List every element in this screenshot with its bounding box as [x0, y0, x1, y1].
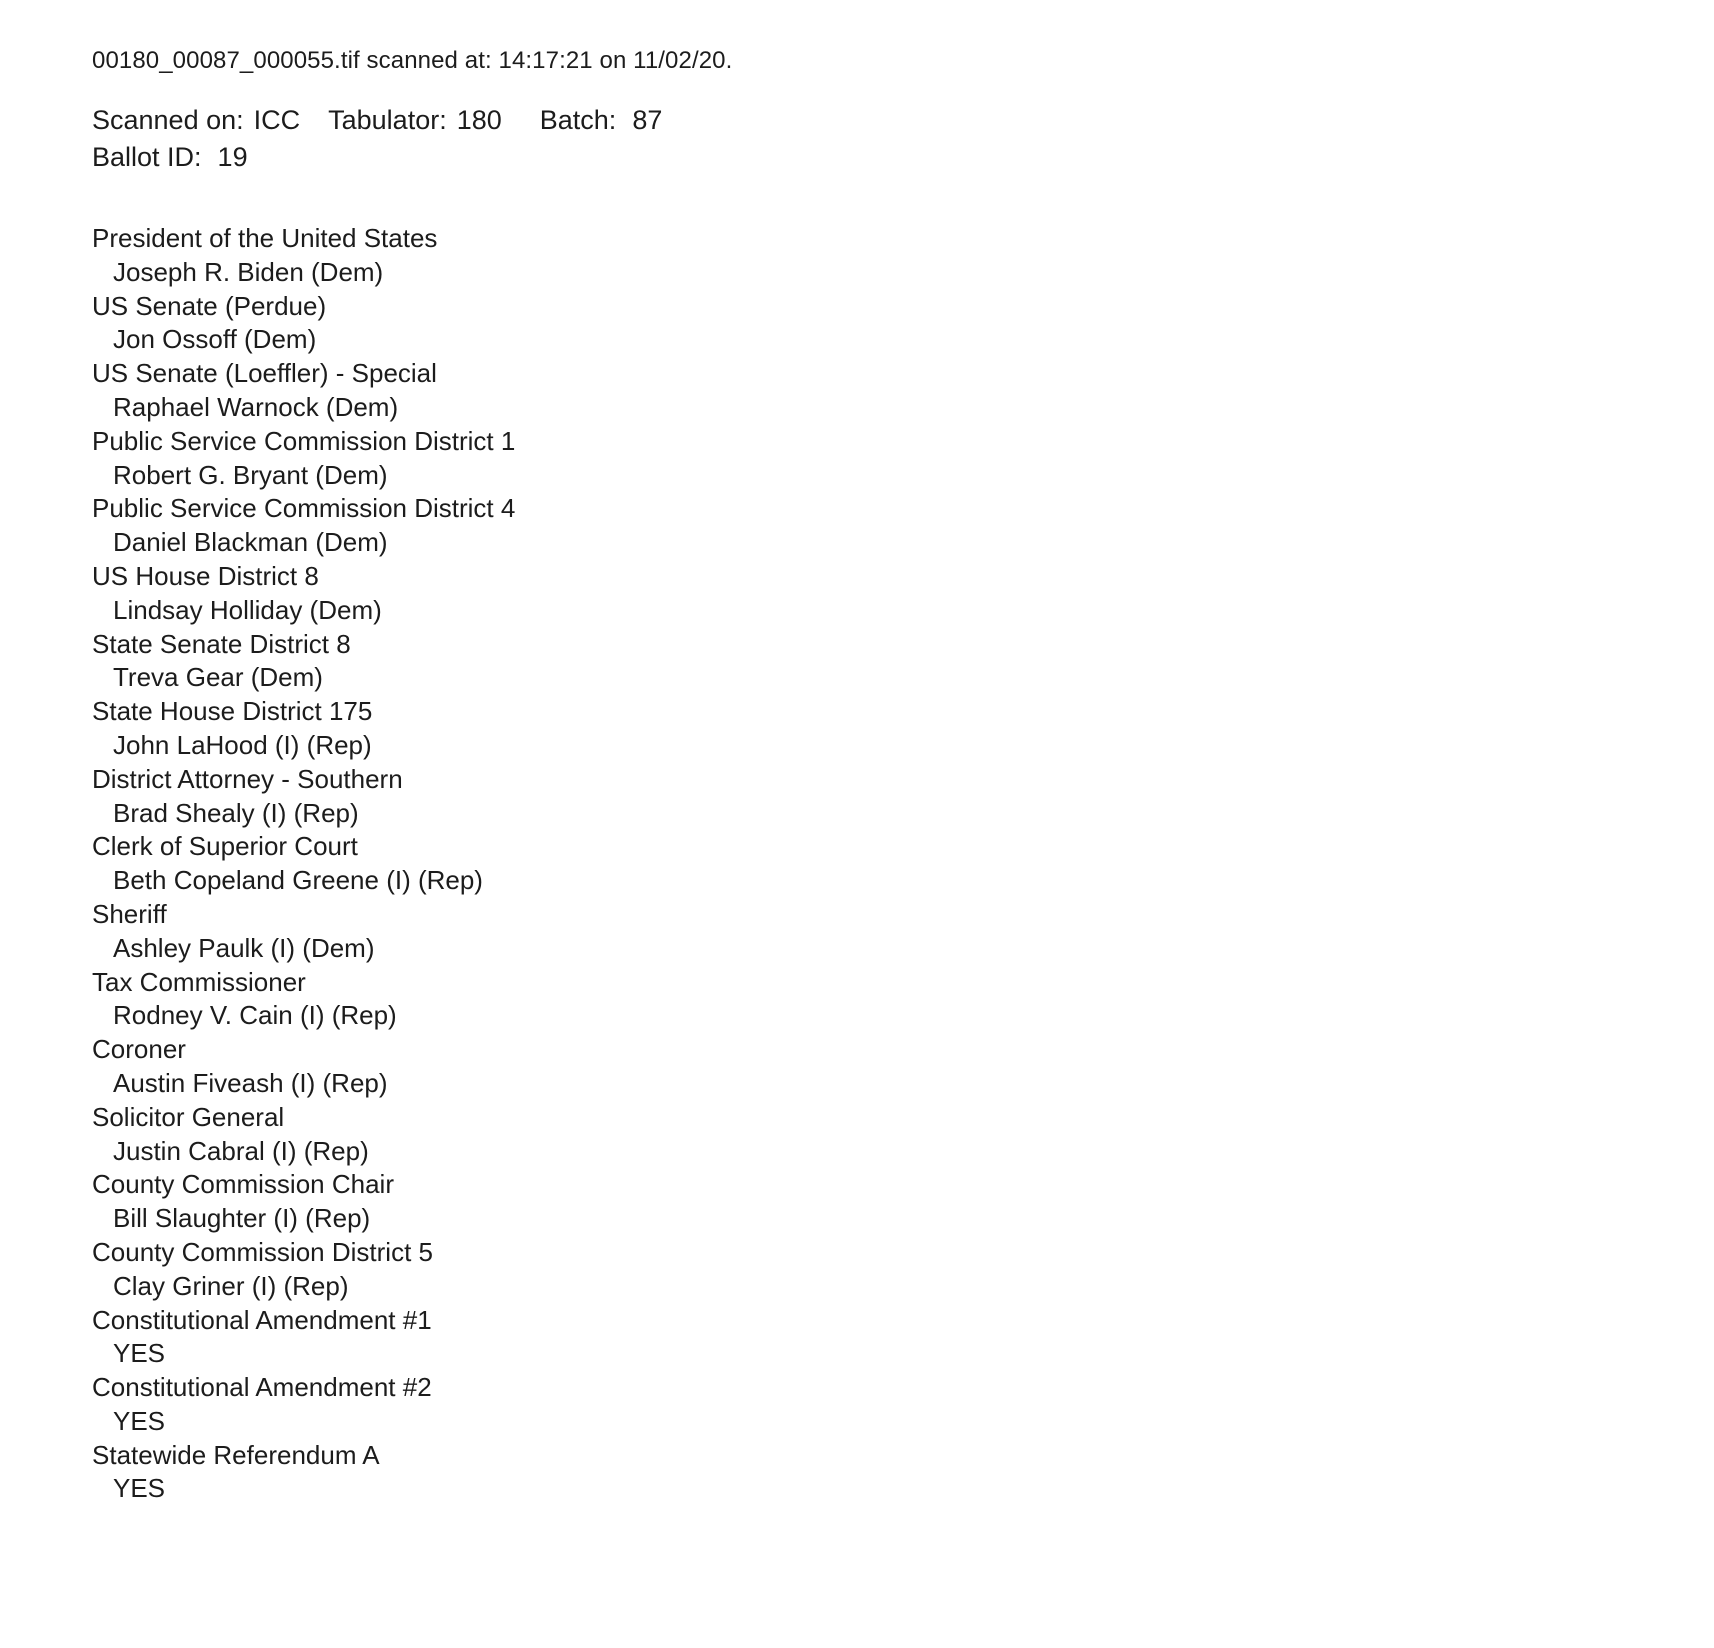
- contest-office: President of the United States: [92, 223, 438, 253]
- contest-office: Statewide Referendum A: [92, 1439, 380, 1470]
- contest-row: [92, 695, 1714, 763]
- contest-choice: Brad Shealy (I) (Rep): [113, 797, 359, 828]
- contest-row: [92, 425, 1714, 493]
- contest-office: Solicitor General: [92, 1101, 285, 1132]
- contest-row: [92, 1371, 1714, 1439]
- contest-choice: YES: [113, 1473, 166, 1504]
- tabulator-label: Tabulator:: [328, 105, 447, 135]
- contest-row: [92, 1304, 1714, 1372]
- contest-row: [92, 628, 1714, 696]
- contest-choice: Rodney V. Cain (I) (Rep): [113, 1000, 397, 1031]
- batch-label: Batch:: [539, 105, 617, 135]
- ballot-id-value: 19: [217, 142, 248, 172]
- batch-pair: [540, 102, 663, 139]
- contest-row: [92, 1439, 1714, 1507]
- contest-office: County Commission Chair: [92, 1169, 394, 1200]
- contest-choice: Jon Ossoff (Dem): [113, 324, 317, 355]
- ballot-id-label: Ballot ID:: [92, 142, 202, 172]
- contest-choice: Justin Cabral (I) (Rep): [113, 1135, 369, 1166]
- contest-row: [92, 560, 1714, 628]
- contest-row: [92, 290, 1714, 358]
- contest-choice: John LaHood (I) (Rep): [113, 729, 372, 760]
- contest-office: US Senate (Perdue): [92, 290, 327, 321]
- contest-row: [92, 1168, 1714, 1236]
- contest-row: [92, 1101, 1714, 1169]
- contest-choice: Robert G. Bryant (Dem): [113, 459, 388, 490]
- contest-office: Public Service Commission District 4: [92, 493, 516, 524]
- contest-row: [92, 1033, 1714, 1101]
- contest-office: Constitutional Amendment #2: [92, 1372, 432, 1403]
- ballot-id-pair: [92, 139, 248, 176]
- contest-list: [92, 222, 1714, 1506]
- contest-choice: Raphael Warnock (Dem): [113, 391, 399, 422]
- contest-office: State House District 175: [92, 696, 373, 727]
- scan-metadata: [92, 102, 1714, 176]
- contest-office: Tax Commissioner: [92, 966, 306, 997]
- tabulator-value: 180: [456, 105, 502, 135]
- contest-office: Sheriff: [92, 898, 167, 929]
- contest-office: Constitutional Amendment #1: [92, 1304, 432, 1335]
- contest-choice: Daniel Blackman (Dem): [113, 527, 388, 558]
- contest-office: County Commission District 5: [92, 1236, 433, 1267]
- contest-office: Public Service Commission District 1: [92, 425, 516, 456]
- contest-office: Clerk of Superior Court: [92, 831, 358, 862]
- contest-row: [92, 1236, 1714, 1304]
- contest-choice: YES: [113, 1338, 166, 1369]
- contest-office: US Senate (Loeffler) - Special: [92, 358, 437, 389]
- contest-office: District Attorney - Southern: [92, 763, 403, 794]
- contest-office: US House District 8: [92, 560, 319, 591]
- contest-choice: Lindsay Holliday (Dem): [113, 594, 382, 625]
- scan-filename-line: 00180_00087_000055.tif scanned at: 14:17:21 on 11/02/20.: [92, 47, 733, 74]
- contest-row: [92, 830, 1714, 898]
- scanner-pair: [92, 102, 300, 139]
- contest-choice: Beth Copeland Greene (I) (Rep): [113, 865, 483, 896]
- contest-office: Coroner: [92, 1034, 186, 1065]
- contest-choice: Bill Slaughter (I) (Rep): [113, 1203, 371, 1234]
- contest-choice: Ashley Paulk (I) (Dem): [113, 932, 375, 963]
- contest-row: [92, 898, 1714, 966]
- contest-choice: Clay Griner (I) (Rep): [113, 1270, 349, 1301]
- contest-choice: Joseph R. Biden (Dem): [113, 256, 384, 287]
- contest-row: [92, 357, 1714, 425]
- contest-row: [92, 492, 1714, 560]
- contest-choice: Treva Gear (Dem): [113, 662, 323, 693]
- contest-row: [92, 763, 1714, 831]
- scanner-label: Scanned on:: [92, 105, 244, 135]
- contest-choice: Austin Fiveash (I) (Rep): [113, 1067, 388, 1098]
- scanner-value: ICC: [253, 105, 301, 135]
- contest-row: [92, 222, 1714, 290]
- batch-value: 87: [632, 105, 663, 135]
- tabulator-pair: [328, 102, 502, 139]
- ballot-id-row: [92, 139, 1714, 176]
- contest-choice: YES: [113, 1405, 166, 1436]
- scan-info-row: [92, 102, 1714, 139]
- contest-row: [92, 966, 1714, 1034]
- contest-office: State Senate District 8: [92, 628, 351, 659]
